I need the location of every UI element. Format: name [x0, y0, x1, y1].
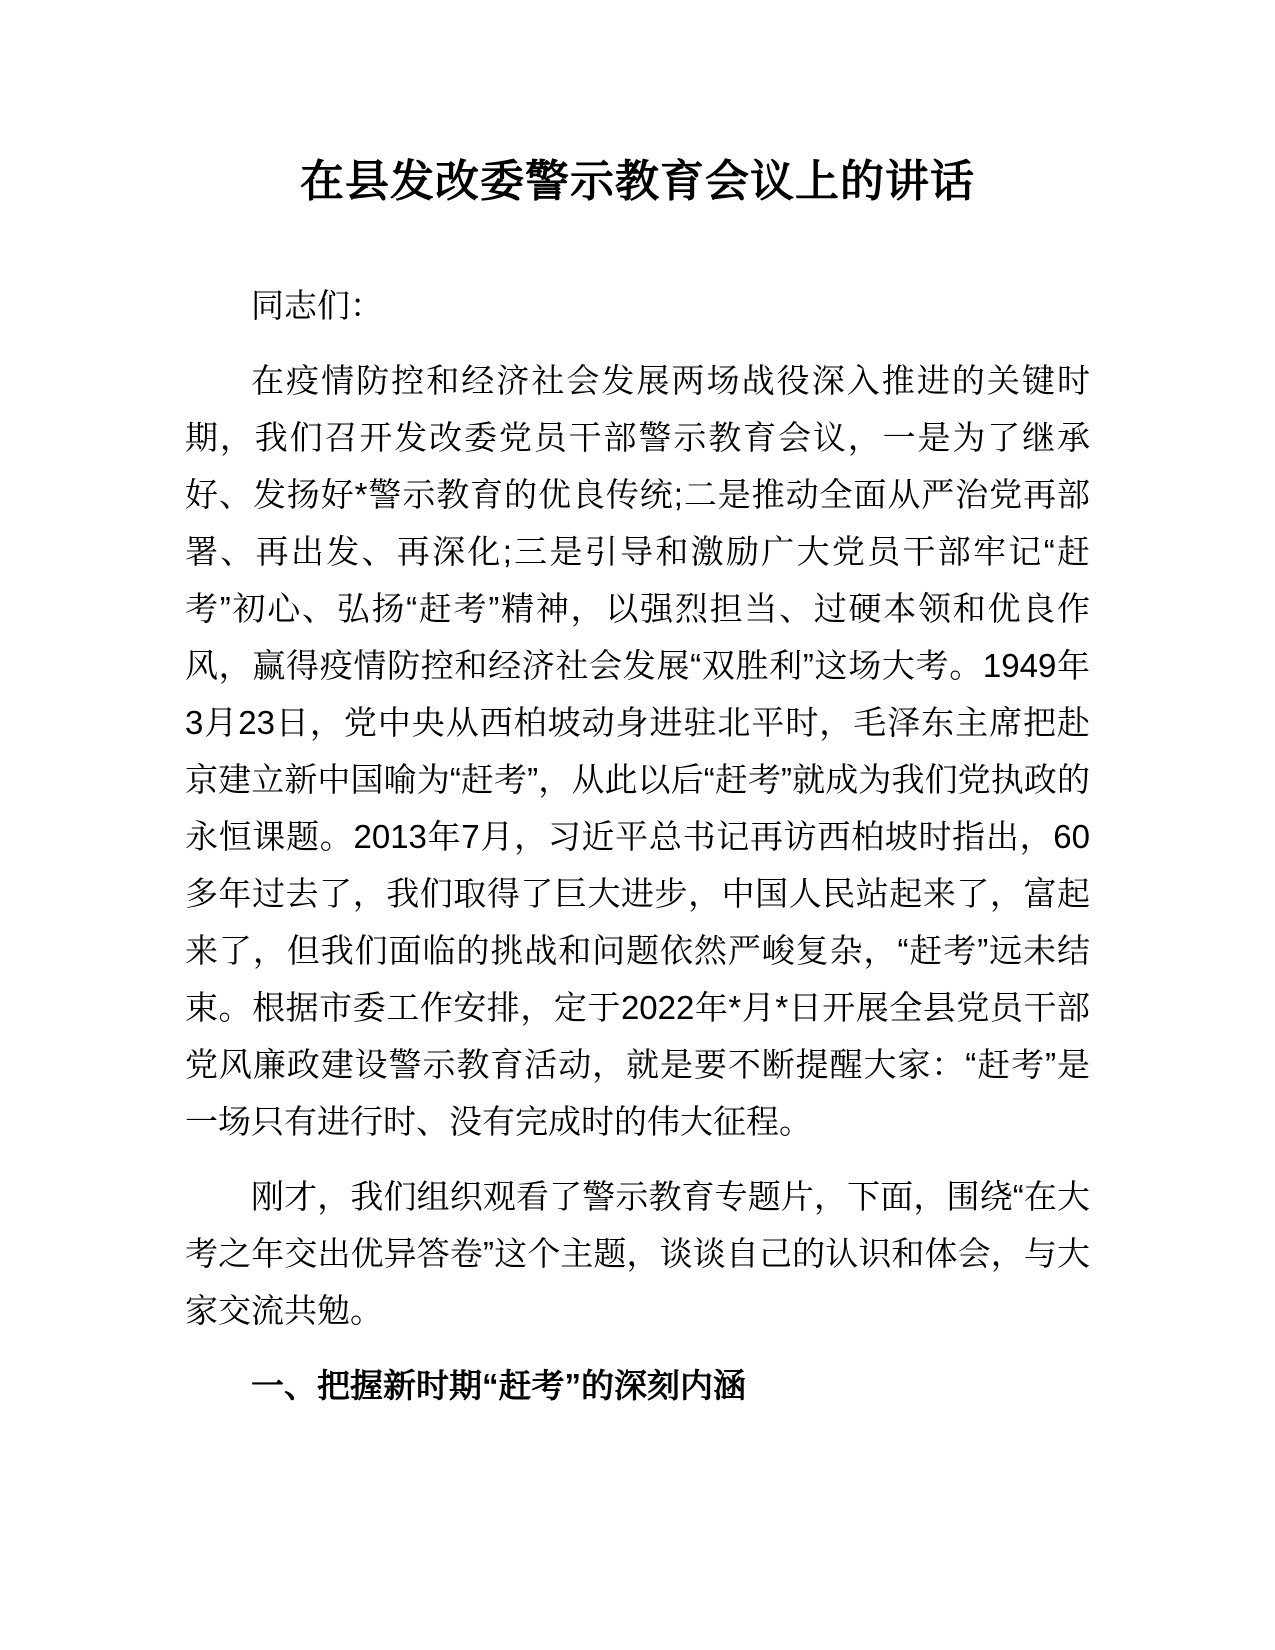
body-paragraph-1: 在疫情防控和经济社会发展两场战役深入推进的关键时期，我们召开发改委党员干部警示教育会议，一是为了继承好、发扬好*警示教育的优良传统;二是推动全面从严治党再部署、再出发、再深化;三是引导和激励广大党员干部牢记“赶考”初心、弘扬“赶考”精神，以强烈担当、过硬本领和优良作风，赢得疫情防控和经济社会发展“双胜利”这场大考。1949年3月23日，党中央从西柏坡动身进驻北平时，毛泽东主席把赴京建立新中国喻为“赶考”，从此以后“赶考”就成为我们党执政的永恒课题。2013年7月，习近平总书记再访西柏坡时指出，60多年过去了，我们取得了巨大进步，中国人民站起来了，富起来了，但我们面临的挑战和问题依然严峻复杂，“赶考”远未结束。根据市委工作安排，定于2022年*月*日开展全县党员干部党风廉政建设警示教育活动，就是要不断提醒大家：“赶考”是一场只有进行时、没有完成时的伟大征程。 [185, 362, 1090, 1140]
body-paragraph-2: 刚才，我们组织观看了警示教育专题片，下面，围绕“在大考之年交出优异答卷”这个主题，谈谈自己的认识和体会，与大家交流共勉。 [185, 1178, 1090, 1329]
section-heading-1: 一、把握新时期“赶考”的深刻内涵 [251, 1367, 746, 1404]
document-title: 在县发改委警示教育会议上的讲话 [300, 157, 975, 206]
salutation: 同志们： [251, 287, 383, 324]
